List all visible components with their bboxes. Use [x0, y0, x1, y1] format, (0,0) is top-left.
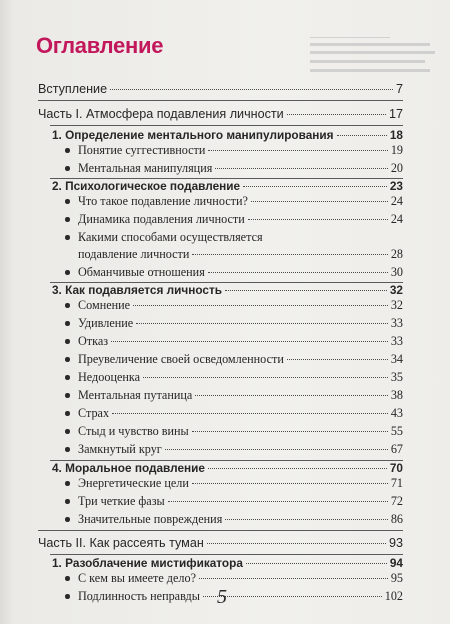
leader-dots: [207, 543, 386, 544]
leader-dots: [111, 341, 388, 342]
entry-label: Удивление: [78, 316, 134, 330]
entry-page: 24: [390, 212, 403, 226]
leader-dots: [192, 483, 388, 484]
entry-label-line1: Какими способами осуществляется: [78, 230, 263, 244]
leader-dots: [287, 114, 386, 115]
toc-entry-section[interactable]: [78, 368, 403, 386]
leader-dots: [203, 596, 382, 597]
leader-dots: [251, 201, 388, 202]
leader-dots: [112, 413, 388, 414]
bullet-icon: [65, 321, 70, 326]
bullet-icon: [65, 429, 70, 434]
leader-dots: [208, 150, 387, 151]
leader-dots: [136, 323, 388, 324]
leader-dots: [110, 89, 393, 90]
toc-entry-section[interactable]: [78, 245, 403, 263]
leader-dots: [192, 431, 388, 432]
entry-page: 70: [389, 461, 403, 475]
entry-page: 28: [390, 247, 403, 261]
toc-entry-section[interactable]: [78, 141, 403, 159]
bullet-icon: [65, 303, 70, 308]
leader-dots: [208, 272, 388, 273]
bullet-icon: [65, 217, 70, 222]
entry-page: 33: [390, 334, 403, 348]
bullet-icon: [65, 517, 70, 522]
leader-dots: [143, 377, 388, 378]
leader-dots: [225, 290, 387, 291]
entry-label: С кем вы имеете дело?: [78, 571, 196, 585]
entry-page: 86: [390, 512, 403, 526]
entry-label: 1. Разоблачение мистификатора: [52, 556, 243, 570]
bullet-icon: [65, 166, 70, 171]
entry-label: Ментальная путаница: [78, 388, 193, 402]
bullet-icon: [65, 339, 70, 344]
entry-page: 23: [389, 179, 403, 193]
entry-label: Три четкие фазы: [78, 494, 165, 508]
entry-label: Энергетические цели: [78, 476, 189, 490]
entry-label: 3. Как подавляется личность: [52, 283, 223, 297]
entry-page: 67: [390, 442, 403, 456]
entry-page: 17: [388, 107, 403, 121]
page-title: Оглавление: [36, 33, 164, 58]
entry-label: Преувеличение своей осведомленности: [78, 352, 284, 366]
entry-label: Сомнение: [78, 298, 131, 312]
entry-label: Понятие суггестивности: [78, 143, 206, 157]
entry-page: 72: [390, 494, 403, 508]
entry-page: 43: [390, 406, 403, 420]
entry-label: Часть II. Как рассеять туман: [38, 536, 204, 550]
entry-page: 33: [390, 316, 403, 330]
leader-dots: [287, 359, 388, 360]
toc-entry-section[interactable]: [78, 587, 403, 605]
toc-entry-section[interactable]: [78, 510, 403, 528]
entry-label: Динамика подавления личности: [78, 212, 245, 226]
entry-page: 55: [390, 424, 403, 438]
entry-page: 18: [389, 128, 403, 142]
entry-page: 30: [390, 265, 403, 279]
entry-page: 38: [390, 388, 403, 402]
entry-label: 1. Определение ментального манипулирования: [52, 128, 334, 142]
toc-entry-section[interactable]: [78, 263, 403, 281]
entry-label: 4. Моральное подавление: [52, 461, 205, 475]
entry-page: 93: [388, 536, 403, 550]
entry-label: Подлинность неправды: [78, 589, 200, 603]
toc-entry-section[interactable]: [78, 159, 403, 177]
entry-label: Вступление: [38, 82, 108, 96]
toc-entry-section[interactable]: [78, 314, 403, 332]
bullet-icon: [65, 393, 70, 398]
toc-entry-section[interactable]: [78, 492, 403, 510]
entry-label: 2. Психологическое подавление: [52, 179, 241, 193]
toc-entry-section[interactable]: [78, 210, 403, 228]
entry-label: подавление личности: [78, 247, 190, 261]
leader-dots: [337, 135, 387, 136]
entry-label: Ментальная манипуляция: [78, 161, 213, 175]
leader-dots: [199, 578, 388, 579]
entry-page: 24: [390, 194, 403, 208]
divider: [38, 530, 403, 531]
toc-entry-intro[interactable]: [38, 80, 403, 98]
entry-page: 71: [390, 476, 403, 490]
entry-label: Отказ: [78, 334, 109, 348]
toc-entry-section[interactable]: [78, 404, 403, 422]
leader-dots: [246, 563, 387, 564]
bullet-icon: [65, 270, 70, 275]
bullet-icon: [65, 148, 70, 153]
bullet-icon: [65, 447, 70, 452]
divider: [38, 100, 403, 101]
bullet-icon: [65, 357, 70, 362]
page-number: 5: [217, 586, 227, 608]
leader-dots: [225, 519, 388, 520]
entry-label: Часть I. Атмосфера подавления личности: [38, 107, 284, 121]
bullet-icon: [65, 411, 70, 416]
toc-entry-section[interactable]: [78, 192, 403, 210]
entry-label: Что такое подавление личности?: [78, 194, 248, 208]
entry-page: 34: [390, 352, 403, 366]
leader-dots: [195, 395, 388, 396]
toc-entry-section[interactable]: [78, 386, 403, 404]
toc-entry-section[interactable]: [78, 296, 403, 314]
leader-dots: [165, 449, 388, 450]
toc-entry-section[interactable]: [78, 569, 403, 587]
bullet-icon: [65, 375, 70, 380]
entry-page: 20: [390, 161, 403, 175]
toc-entry-part-1[interactable]: [38, 105, 403, 123]
entry-label: Страх: [78, 406, 110, 420]
bullet-icon: [65, 481, 70, 486]
entry-page: 35: [390, 370, 403, 384]
bullet-icon: [65, 499, 70, 504]
entry-page: 7: [395, 82, 403, 96]
leader-dots: [248, 219, 388, 220]
entry-label: Обманчивые отношения: [78, 265, 205, 279]
entry-label: Замкнутый круг: [78, 442, 162, 456]
entry-page: 95: [390, 571, 403, 585]
entry-page: 32: [390, 298, 403, 312]
entry-page: 32: [389, 283, 403, 297]
entry-page: 94: [389, 556, 403, 570]
entry-page: 102: [384, 589, 403, 603]
leader-dots: [243, 186, 387, 187]
bullet-icon: [65, 576, 70, 581]
entry-label: Значительные повреждения: [78, 512, 223, 526]
bullet-icon: [65, 199, 70, 204]
leader-dots: [192, 254, 387, 255]
entry-page: 19: [390, 143, 403, 157]
toc-entry-section[interactable]: [78, 332, 403, 350]
toc-entry-section[interactable]: [78, 474, 403, 492]
bullet-icon: [65, 235, 70, 240]
leader-dots: [208, 468, 387, 469]
bullet-icon: [65, 594, 70, 599]
leader-dots: [133, 305, 388, 306]
toc-entry-part-2[interactable]: [38, 534, 403, 552]
toc-entry-section[interactable]: [78, 350, 403, 368]
entry-label: Стыд и чувство вины: [78, 424, 189, 438]
toc-entry-section[interactable]: [78, 440, 403, 458]
entry-label: Недооценка: [78, 370, 141, 384]
toc-entry-section[interactable]: [78, 422, 403, 440]
leader-dots: [215, 168, 387, 169]
leader-dots: [168, 501, 388, 502]
